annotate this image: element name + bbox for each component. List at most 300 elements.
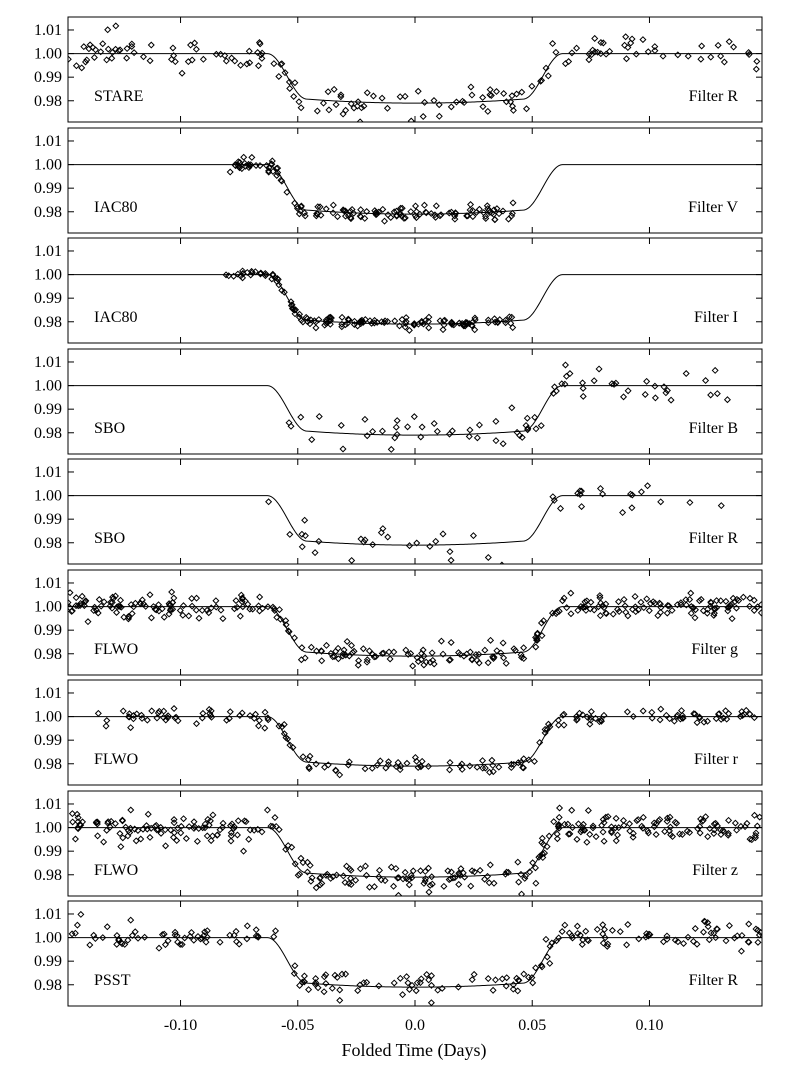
data-point — [337, 998, 343, 1004]
data-point — [470, 214, 476, 220]
data-point — [613, 838, 619, 844]
y-tick-label: 1.00 — [34, 487, 62, 505]
data-point — [640, 37, 646, 43]
data-point — [583, 928, 589, 934]
data-point — [78, 912, 84, 918]
data-point — [440, 327, 446, 333]
data-point — [385, 534, 391, 540]
data-point — [262, 725, 268, 731]
data-point — [435, 429, 441, 435]
data-point — [362, 766, 368, 772]
x-tick-label: -0.10 — [163, 1017, 198, 1034]
y-tick-label: 1.01 — [34, 795, 62, 813]
data-point — [253, 927, 259, 933]
data-point — [708, 392, 714, 398]
panel-frame — [68, 570, 762, 675]
data-point — [321, 100, 327, 106]
data-point — [475, 435, 481, 441]
data-point — [227, 709, 233, 715]
data-point — [297, 211, 303, 217]
data-point — [533, 426, 539, 432]
data-point — [404, 760, 410, 766]
data-point — [349, 558, 355, 564]
data-point — [449, 104, 455, 110]
y-tick-label: 1.00 — [34, 156, 62, 174]
panel-frame — [68, 459, 762, 564]
data-point — [569, 807, 575, 813]
data-point — [579, 504, 585, 510]
light-curve-panel — [34, 570, 764, 675]
panel-frame — [68, 349, 762, 454]
data-point — [321, 989, 327, 995]
filter-label: Filter V — [688, 199, 738, 216]
data-point — [203, 939, 209, 945]
data-point — [625, 922, 631, 928]
data-point — [128, 725, 134, 731]
data-point — [407, 543, 413, 549]
data-point — [467, 427, 473, 433]
data-point — [431, 421, 437, 427]
data-point — [220, 616, 226, 622]
data-point — [218, 607, 224, 613]
data-point — [708, 54, 714, 60]
data-point — [426, 889, 432, 895]
data-point — [408, 209, 414, 215]
data-point — [480, 104, 486, 110]
data-point — [485, 109, 491, 115]
data-point — [553, 50, 559, 56]
data-point — [184, 836, 190, 842]
data-point — [339, 315, 345, 321]
data-point — [313, 325, 319, 331]
model-curve — [68, 386, 762, 436]
data-point — [759, 610, 765, 616]
data-point — [487, 87, 493, 93]
data-point — [515, 859, 521, 865]
y-tick-label: 0.98 — [34, 755, 62, 773]
data-point — [532, 759, 538, 765]
data-point — [601, 713, 607, 719]
data-point — [238, 62, 244, 68]
y-tick-label: 0.99 — [34, 511, 62, 529]
data-point — [538, 423, 544, 429]
data-point — [636, 936, 642, 942]
y-tick-label: 1.00 — [34, 598, 62, 616]
data-point — [500, 441, 506, 447]
data-point — [323, 981, 329, 987]
data-point — [679, 708, 685, 714]
data-point — [499, 562, 505, 568]
data-point — [510, 200, 516, 206]
data-point — [426, 325, 432, 331]
data-point — [325, 89, 331, 95]
y-tick-label: 0.98 — [34, 92, 62, 110]
data-point — [272, 815, 278, 821]
data-point — [624, 942, 630, 948]
y-tick-label: 0.99 — [34, 953, 62, 971]
data-point — [610, 928, 616, 934]
data-point — [729, 616, 735, 622]
data-point — [693, 926, 699, 932]
data-point — [622, 603, 628, 609]
data-point — [559, 929, 565, 935]
y-tick-label: 1.00 — [34, 929, 62, 947]
data-point — [287, 532, 293, 538]
data-point — [340, 446, 346, 452]
data-point — [118, 597, 124, 603]
data-point — [148, 42, 154, 48]
data-point — [145, 717, 151, 723]
data-point — [128, 807, 134, 813]
data-point — [249, 155, 255, 161]
data-point — [179, 70, 185, 76]
x-tick-label: 0.10 — [635, 1017, 664, 1034]
data-point — [324, 643, 330, 649]
light-curve-panel — [34, 17, 762, 125]
y-tick-label: 0.99 — [34, 180, 62, 198]
data-point — [623, 34, 629, 40]
data-point — [100, 41, 106, 47]
panel-frame — [68, 17, 762, 122]
data-point — [591, 378, 597, 384]
y-tick-label: 1.01 — [34, 574, 62, 592]
data-point — [723, 938, 729, 944]
data-point — [622, 42, 628, 48]
data-point — [312, 550, 318, 556]
data-point — [398, 976, 404, 982]
data-point — [358, 207, 364, 213]
data-point — [113, 23, 119, 29]
data-point — [623, 609, 629, 615]
data-point — [394, 418, 400, 424]
data-point — [262, 709, 268, 715]
data-point — [233, 598, 239, 604]
data-point — [370, 429, 376, 435]
filter-label: Filter I — [694, 309, 738, 326]
data-point — [524, 106, 530, 112]
data-point — [649, 710, 655, 716]
data-point — [331, 202, 337, 208]
data-point — [302, 517, 308, 523]
y-tick-label: 0.99 — [34, 401, 62, 419]
data-point — [349, 643, 355, 649]
data-point — [621, 597, 627, 603]
data-point — [640, 708, 646, 714]
data-point — [594, 927, 600, 933]
data-point — [698, 56, 704, 62]
data-point — [658, 499, 664, 505]
data-point — [683, 597, 689, 603]
data-point — [335, 214, 341, 220]
data-point — [235, 832, 241, 838]
data-point — [480, 758, 486, 764]
data-point — [477, 868, 483, 874]
data-point — [396, 893, 402, 899]
data-point — [621, 394, 627, 400]
data-point — [625, 388, 631, 394]
data-point — [273, 928, 279, 934]
y-tick-label: 1.01 — [34, 905, 62, 923]
data-point — [486, 555, 492, 561]
data-point — [627, 821, 633, 827]
data-point — [447, 767, 453, 773]
data-point — [141, 54, 147, 60]
data-point — [601, 838, 607, 844]
data-point — [186, 613, 192, 619]
data-point — [580, 386, 586, 392]
y-tick-label: 0.98 — [34, 424, 62, 442]
data-point — [169, 589, 175, 595]
light-curve-panel — [34, 238, 762, 343]
data-point — [456, 984, 462, 990]
data-point — [625, 709, 631, 715]
data-point — [266, 499, 272, 505]
y-tick-label: 0.99 — [34, 290, 62, 308]
data-point — [257, 594, 263, 600]
data-point — [364, 90, 370, 96]
data-point — [467, 763, 473, 769]
data-point — [613, 816, 619, 822]
data-point — [434, 203, 440, 209]
filter-label: Filter z — [692, 862, 738, 879]
data-point — [641, 605, 647, 611]
data-point — [288, 423, 294, 429]
data-point — [392, 435, 398, 441]
light-curve-panel — [34, 459, 762, 568]
data-point — [419, 424, 425, 430]
data-point — [256, 63, 262, 69]
data-point — [149, 615, 155, 621]
data-point — [485, 874, 491, 880]
data-point — [533, 881, 539, 887]
data-point — [170, 45, 176, 51]
data-point — [394, 432, 400, 438]
data-point — [413, 203, 419, 209]
data-point — [313, 761, 319, 767]
data-point — [391, 980, 397, 986]
data-point — [201, 57, 207, 63]
data-point — [493, 419, 499, 425]
panel-frame — [68, 680, 762, 785]
model-curve — [68, 717, 762, 767]
y-tick-label: 1.01 — [34, 21, 62, 39]
data-point — [615, 832, 621, 838]
data-point — [291, 94, 297, 100]
data-point — [653, 395, 659, 401]
data-point — [620, 510, 626, 516]
light-curve-panel — [34, 901, 763, 1006]
data-point — [681, 941, 687, 947]
data-point — [562, 922, 568, 928]
filter-label: Filter r — [694, 751, 738, 768]
y-tick-label: 1.01 — [34, 463, 62, 481]
data-point — [731, 44, 737, 50]
data-point — [149, 708, 155, 714]
y-tick-label: 0.98 — [34, 203, 62, 221]
data-point — [441, 884, 447, 890]
data-point — [638, 599, 644, 605]
data-point — [433, 539, 439, 545]
data-point — [178, 830, 184, 836]
telescope-label: FLWO — [94, 862, 139, 879]
data-point — [147, 592, 153, 598]
data-point — [407, 882, 413, 888]
data-point — [156, 945, 162, 951]
data-point — [131, 50, 137, 56]
data-point — [393, 424, 399, 430]
data-point — [298, 414, 304, 420]
data-point — [586, 57, 592, 63]
data-point — [337, 772, 343, 778]
panel-frame — [68, 791, 762, 896]
data-point — [344, 639, 350, 645]
data-point — [355, 988, 361, 994]
y-tick-label: 1.01 — [34, 684, 62, 702]
data-point — [718, 503, 724, 509]
x-tick-label: 0.05 — [518, 1017, 547, 1034]
data-point — [574, 45, 580, 51]
data-point — [235, 818, 241, 824]
data-point — [701, 929, 707, 935]
filter-label: Filter R — [688, 972, 738, 989]
data-point — [687, 500, 693, 506]
data-point — [727, 923, 733, 929]
data-point — [277, 607, 283, 613]
data-point — [191, 937, 197, 943]
x-tick-label: 0.0 — [405, 1017, 425, 1034]
data-point — [124, 55, 130, 61]
data-point — [477, 422, 483, 428]
data-point — [533, 644, 539, 650]
data-point — [687, 597, 693, 603]
data-point — [171, 706, 177, 712]
data-point — [485, 976, 491, 982]
data-point — [331, 87, 337, 93]
data-point — [556, 815, 562, 821]
data-point — [723, 599, 729, 605]
data-point — [271, 61, 277, 67]
data-point — [657, 717, 663, 723]
data-point — [410, 663, 416, 669]
data-point — [469, 92, 475, 98]
data-point — [488, 862, 494, 868]
data-point — [616, 599, 622, 605]
data-point — [241, 154, 247, 160]
y-tick-label: 0.98 — [34, 534, 62, 552]
data-point — [629, 505, 635, 511]
y-tick-label: 1.01 — [34, 242, 62, 260]
light-curve-panel — [34, 680, 762, 785]
y-tick-label: 0.99 — [34, 843, 62, 861]
data-point — [705, 834, 711, 840]
data-point — [664, 610, 670, 616]
y-tick-label: 1.00 — [34, 266, 62, 284]
data-point — [427, 544, 433, 550]
data-point — [407, 328, 413, 334]
data-point — [468, 84, 474, 90]
data-point — [256, 723, 262, 729]
data-point — [574, 837, 580, 843]
telescope-label: PSST — [94, 972, 131, 989]
data-point — [617, 929, 623, 935]
data-point — [103, 723, 109, 729]
data-point — [644, 596, 650, 602]
data-point — [233, 929, 239, 935]
filter-label: Filter B — [688, 420, 738, 437]
data-point — [447, 760, 453, 766]
data-point — [408, 118, 414, 124]
data-point — [642, 392, 648, 398]
data-point — [429, 1000, 435, 1006]
data-point — [550, 41, 556, 47]
data-point — [598, 486, 604, 492]
data-point — [330, 986, 336, 992]
data-point — [85, 619, 91, 625]
data-point — [87, 942, 93, 948]
data-point — [723, 708, 729, 714]
data-point — [468, 202, 474, 208]
panels — [34, 17, 764, 1006]
data-point — [580, 380, 586, 386]
data-point — [326, 107, 332, 113]
light-curve-panel — [34, 791, 762, 898]
data-point — [467, 649, 473, 655]
data-point — [715, 43, 721, 49]
data-point — [726, 711, 732, 717]
data-point — [625, 613, 631, 619]
data-point — [587, 832, 593, 838]
data-point — [363, 863, 369, 869]
y-tick-label: 0.98 — [34, 976, 62, 994]
data-point — [647, 608, 653, 614]
data-point — [286, 420, 292, 426]
data-point — [580, 394, 586, 400]
data-point — [660, 53, 666, 59]
data-point — [521, 645, 527, 651]
data-point — [627, 828, 633, 834]
data-point — [224, 58, 230, 64]
data-point — [392, 318, 398, 324]
telescope-label: STARE — [94, 88, 144, 105]
data-point — [276, 74, 282, 80]
data-point — [699, 43, 705, 49]
data-point — [500, 640, 506, 646]
data-point — [400, 992, 406, 998]
telescope-label: FLWO — [94, 751, 139, 768]
data-point — [543, 937, 549, 943]
data-point — [244, 936, 250, 942]
data-point — [292, 963, 298, 969]
panel-frame — [68, 901, 762, 1006]
data-point — [412, 414, 418, 420]
y-tick-label: 0.98 — [34, 313, 62, 331]
data-point — [338, 423, 344, 429]
data-point — [489, 757, 495, 763]
data-point — [722, 59, 728, 65]
data-point — [644, 379, 650, 385]
data-point — [387, 656, 393, 662]
data-point — [147, 58, 153, 64]
data-point — [420, 114, 426, 120]
data-point — [299, 544, 305, 550]
data-point — [73, 836, 79, 842]
data-point — [196, 615, 202, 621]
data-point — [120, 708, 126, 714]
data-point — [238, 613, 244, 619]
data-point — [437, 114, 443, 120]
data-point — [496, 764, 502, 770]
data-point — [385, 105, 391, 111]
